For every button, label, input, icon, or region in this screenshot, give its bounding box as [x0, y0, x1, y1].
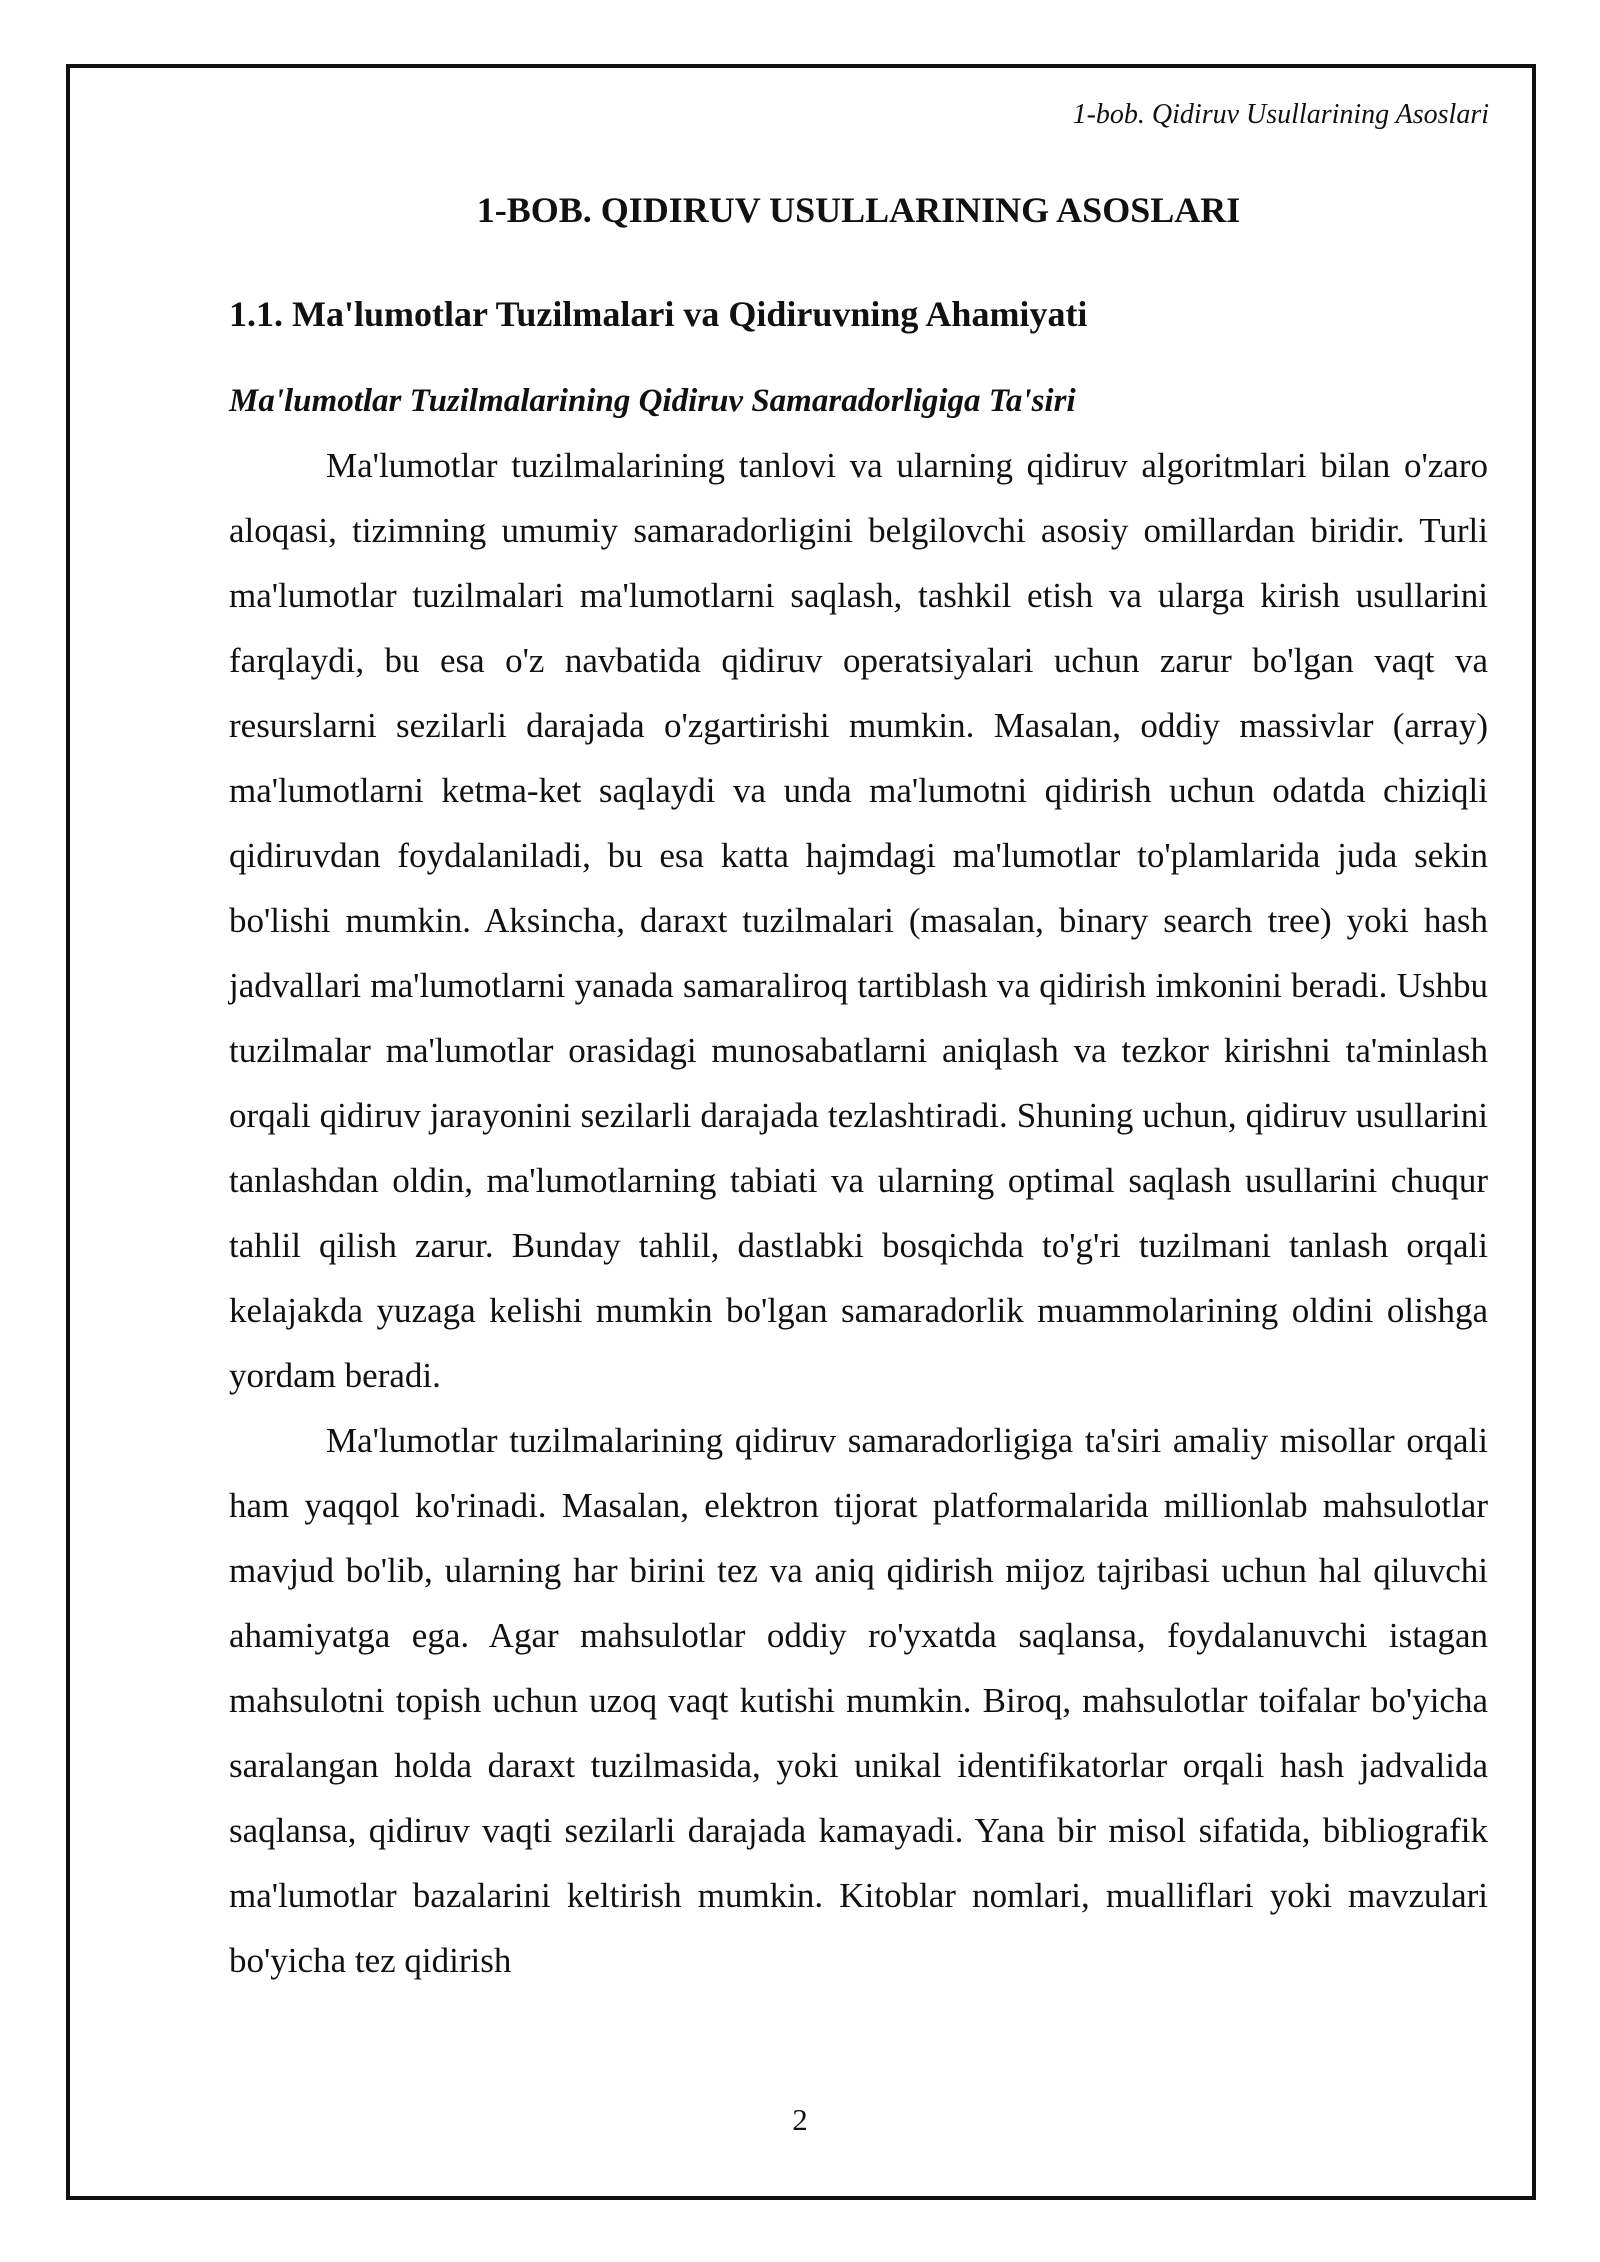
- body-paragraph: Ma'lumotlar tuzilmalarining qidiruv samaradorligiga ta'siri amaliy misollar orqali ham yaqqol ko'rinadi. Masalan, elektron tijorat platformalarida millionlab mahsulotlar mavjud bo'lib, ularning har birini tez va aniq qidirish mijoz tajribasi uchun hal qiluvchi ahamiyatga ega. Agar mahsulotlar oddiy ro'yxatda saqlansa, foydalanuvchi istagan mahsulotni topish uchun uzoq vaqt kutishi mumkin. Biroq, mahsulotlar toifalar bo'yicha saralangan holda daraxt tuzilmasida, yoki unikal identifikatorlar orqali hash jadvalida saqlansa, qidiruv vaqti sezilarli darajada kamayadi. Yana bir misol sifatida, bibliografik ma'lumotlar bazalarini keltirish mumkin. Kitoblar nomlari, mualliflari yoki mavzulari bo'yicha tez qidirish: [229, 1421, 1488, 1980]
- running-header: 1-bob. Qidiruv Usullarining Asoslari: [1072, 99, 1489, 130]
- chapter-title: 1-BOB. QIDIRUV USULLARINING ASOSLARI: [476, 190, 1241, 230]
- subsection-title: Ma'lumotlar Tuzilmalarining Qidiruv Samaradorligiga Ta'siri: [229, 383, 1076, 419]
- body-paragraph: Ma'lumotlar tuzilmalarining tanlovi va ularning qidiruv algoritmlari bilan o'zaro aloqasi, tizimning umumiy samaradorligini belgilovchi asosiy omillardan biridir. Turli ma'lumotlar tuzilmalari ma'lumotlarni saqlash, tashkil etish va ularga kirish usullarini farqlaydi, bu esa o'z navbatida qidiruv operatsiyalari uchun zarur bo'lgan vaqt va resurslarni sezilarli darajada o'zgartirishi mumkin. Masalan, oddiy massivlar (array) ma'lumotlarni ketma-ket saqlaydi va unda ma'lumotni qidirish uchun odatda chiziqli qidiruvdan foydalaniladi, bu esa katta hajmdagi ma'lumotlar to'plamlarida juda sekin bo'lishi mumkin. Aksincha, daraxt tuzilmalari (masalan, binary search tree) yoki hash jadvallari ma'lumotlarni yanada samaraliroq tartiblash va qidirish imkonini beradi. Ushbu tuzilmalar ma'lumotlar orasidagi munosabatlarni aniqlash va tezkor kirishni ta'minlash orqali qidiruv jarayonini sezilarli darajada tezlashtiradi. Shuning uchun, qidiruv usullarini tanlashdan oldin, ma'lumotlarning tabiati va ularning optimal saqlash usullarini chuqur tahlil qilish zarur. Bunday tahlil, dastlabki bosqichda to'g'ri tuzilmani tanlash orqali kelajakda yuzaga kelishi mumkin bo'lgan samaradorlik muammolarining oldini olishga yordam beradi.: [229, 446, 1488, 1395]
- section-title: 1.1. Ma'lumotlar Tuzilmalari va Qidiruvning Ahamiyati: [229, 294, 1088, 334]
- page-content: [229, 188, 1488, 1993]
- page-number: 2: [792, 2102, 808, 2137]
